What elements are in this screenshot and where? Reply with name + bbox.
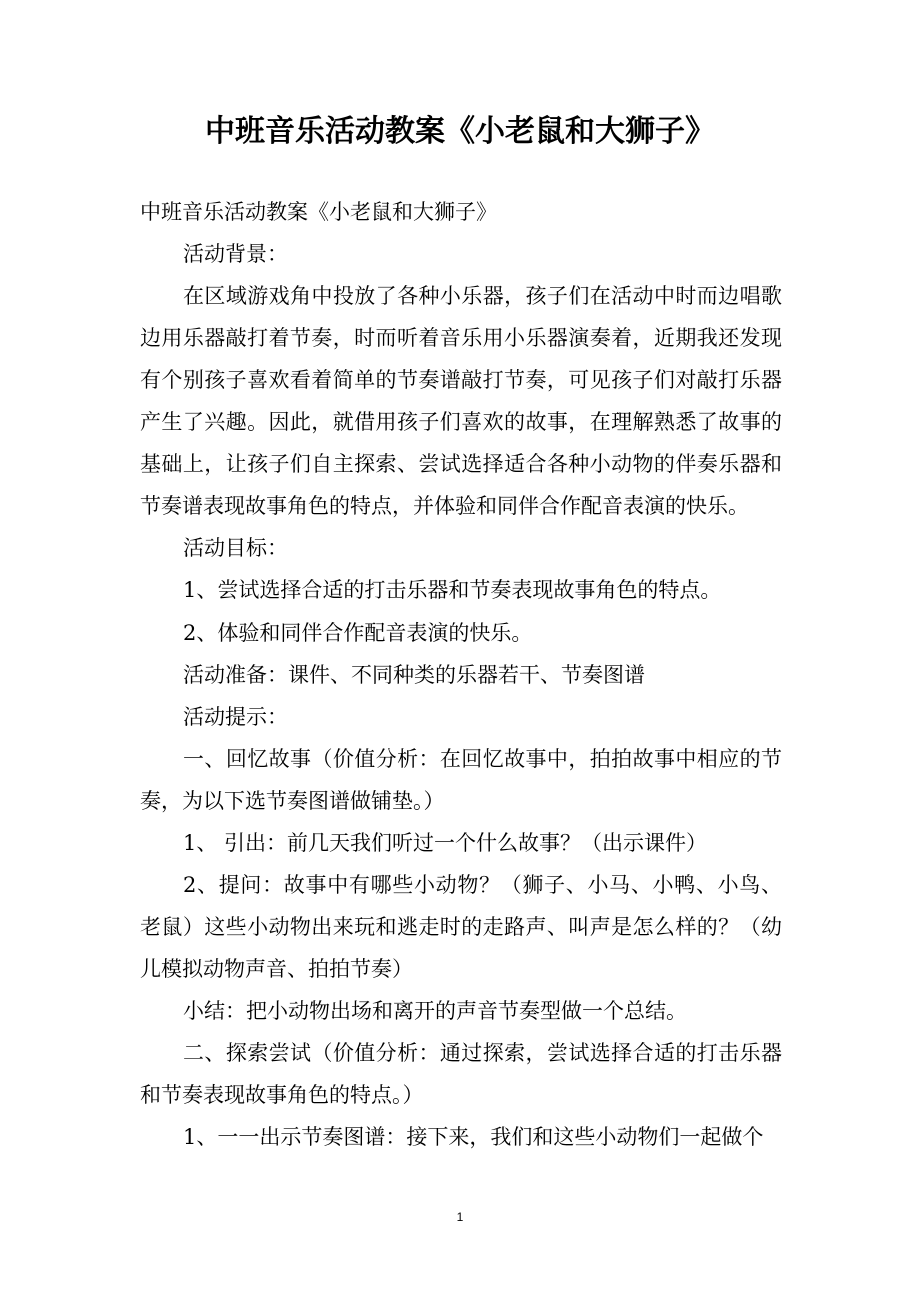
page-number: 1 [456,1210,464,1224]
document-title: 中班音乐活动教案《小老鼠和大狮子》 [205,114,715,149]
paragraph-line: 奏，为以下选节奏图谱做铺垫。） [140,788,445,813]
paragraph-line: 活动准备：课件、不同种类的乐器若干、节奏图谱 [183,662,645,687]
paragraph-line: 小结：把小动物出场和离开的声音节奏型做一个总结。 [183,998,687,1023]
paragraph-line: 在区域游戏角中投放了各种小乐器，孩子们在活动中时而边唱歌 [183,284,782,309]
paragraph-line: 活动背景： [183,242,288,267]
paragraph-line: 活动目标： [183,536,288,561]
paragraph-line: 节奏谱表现故事角色的特点，并体验和同伴合作配音表演的快乐。 [140,494,749,519]
paragraph-line: 2、体验和同伴合作配音表演的快乐。 [183,620,533,645]
paragraph-line: 边用乐器敲打着节奏，时而听着音乐用小乐器演奏着，近期我还发现 [140,326,782,351]
paragraph-line: 一、回忆故事（价值分析：在回忆故事中，拍拍故事中相应的节 [183,746,782,771]
paragraph-line: 有个别孩子喜欢看着简单的节奏谱敲打节奏，可见孩子们对敲打乐器 [140,368,782,393]
paragraph-line: 基础上，让孩子们自主探索、尝试选择适合各种小动物的伴奏乐器和 [140,452,782,477]
paragraph-line: 2、提问：故事中有哪些小动物？（狮子、小马、小鸭、小鸟、 [183,872,782,897]
paragraph-line: 儿模拟动物声音、拍拍节奏） [140,956,413,981]
paragraph-line: 二、探索尝试（价值分析：通过探索，尝试选择合适的打击乐器 [183,1041,782,1065]
paragraph-line: 活动提示： [183,704,288,729]
paragraph-line: 1、尝试选择合适的打击乐器和节奏表现故事角色的特点。 [183,578,722,603]
paragraph-line: 和节奏表现故事角色的特点。） [140,1083,424,1108]
paragraph-line: 老鼠）这些小动物出来玩和逃走时的走路声、叫声是怎么样的？（幼 [140,914,782,939]
paragraph-line: 产生了兴趣。因此，就借用孩子们喜欢的故事，在理解熟悉了故事的 [140,410,782,435]
paragraph-line: 中班音乐活动教案《小老鼠和大狮子》 [140,200,497,224]
paragraph-line: 1、 引出：前几天我们听过一个什么故事？（出示课件） [183,830,708,855]
paragraph-line: 1、一一出示节奏图谱：接下来，我们和这些小动物们一起做个 [183,1125,764,1150]
